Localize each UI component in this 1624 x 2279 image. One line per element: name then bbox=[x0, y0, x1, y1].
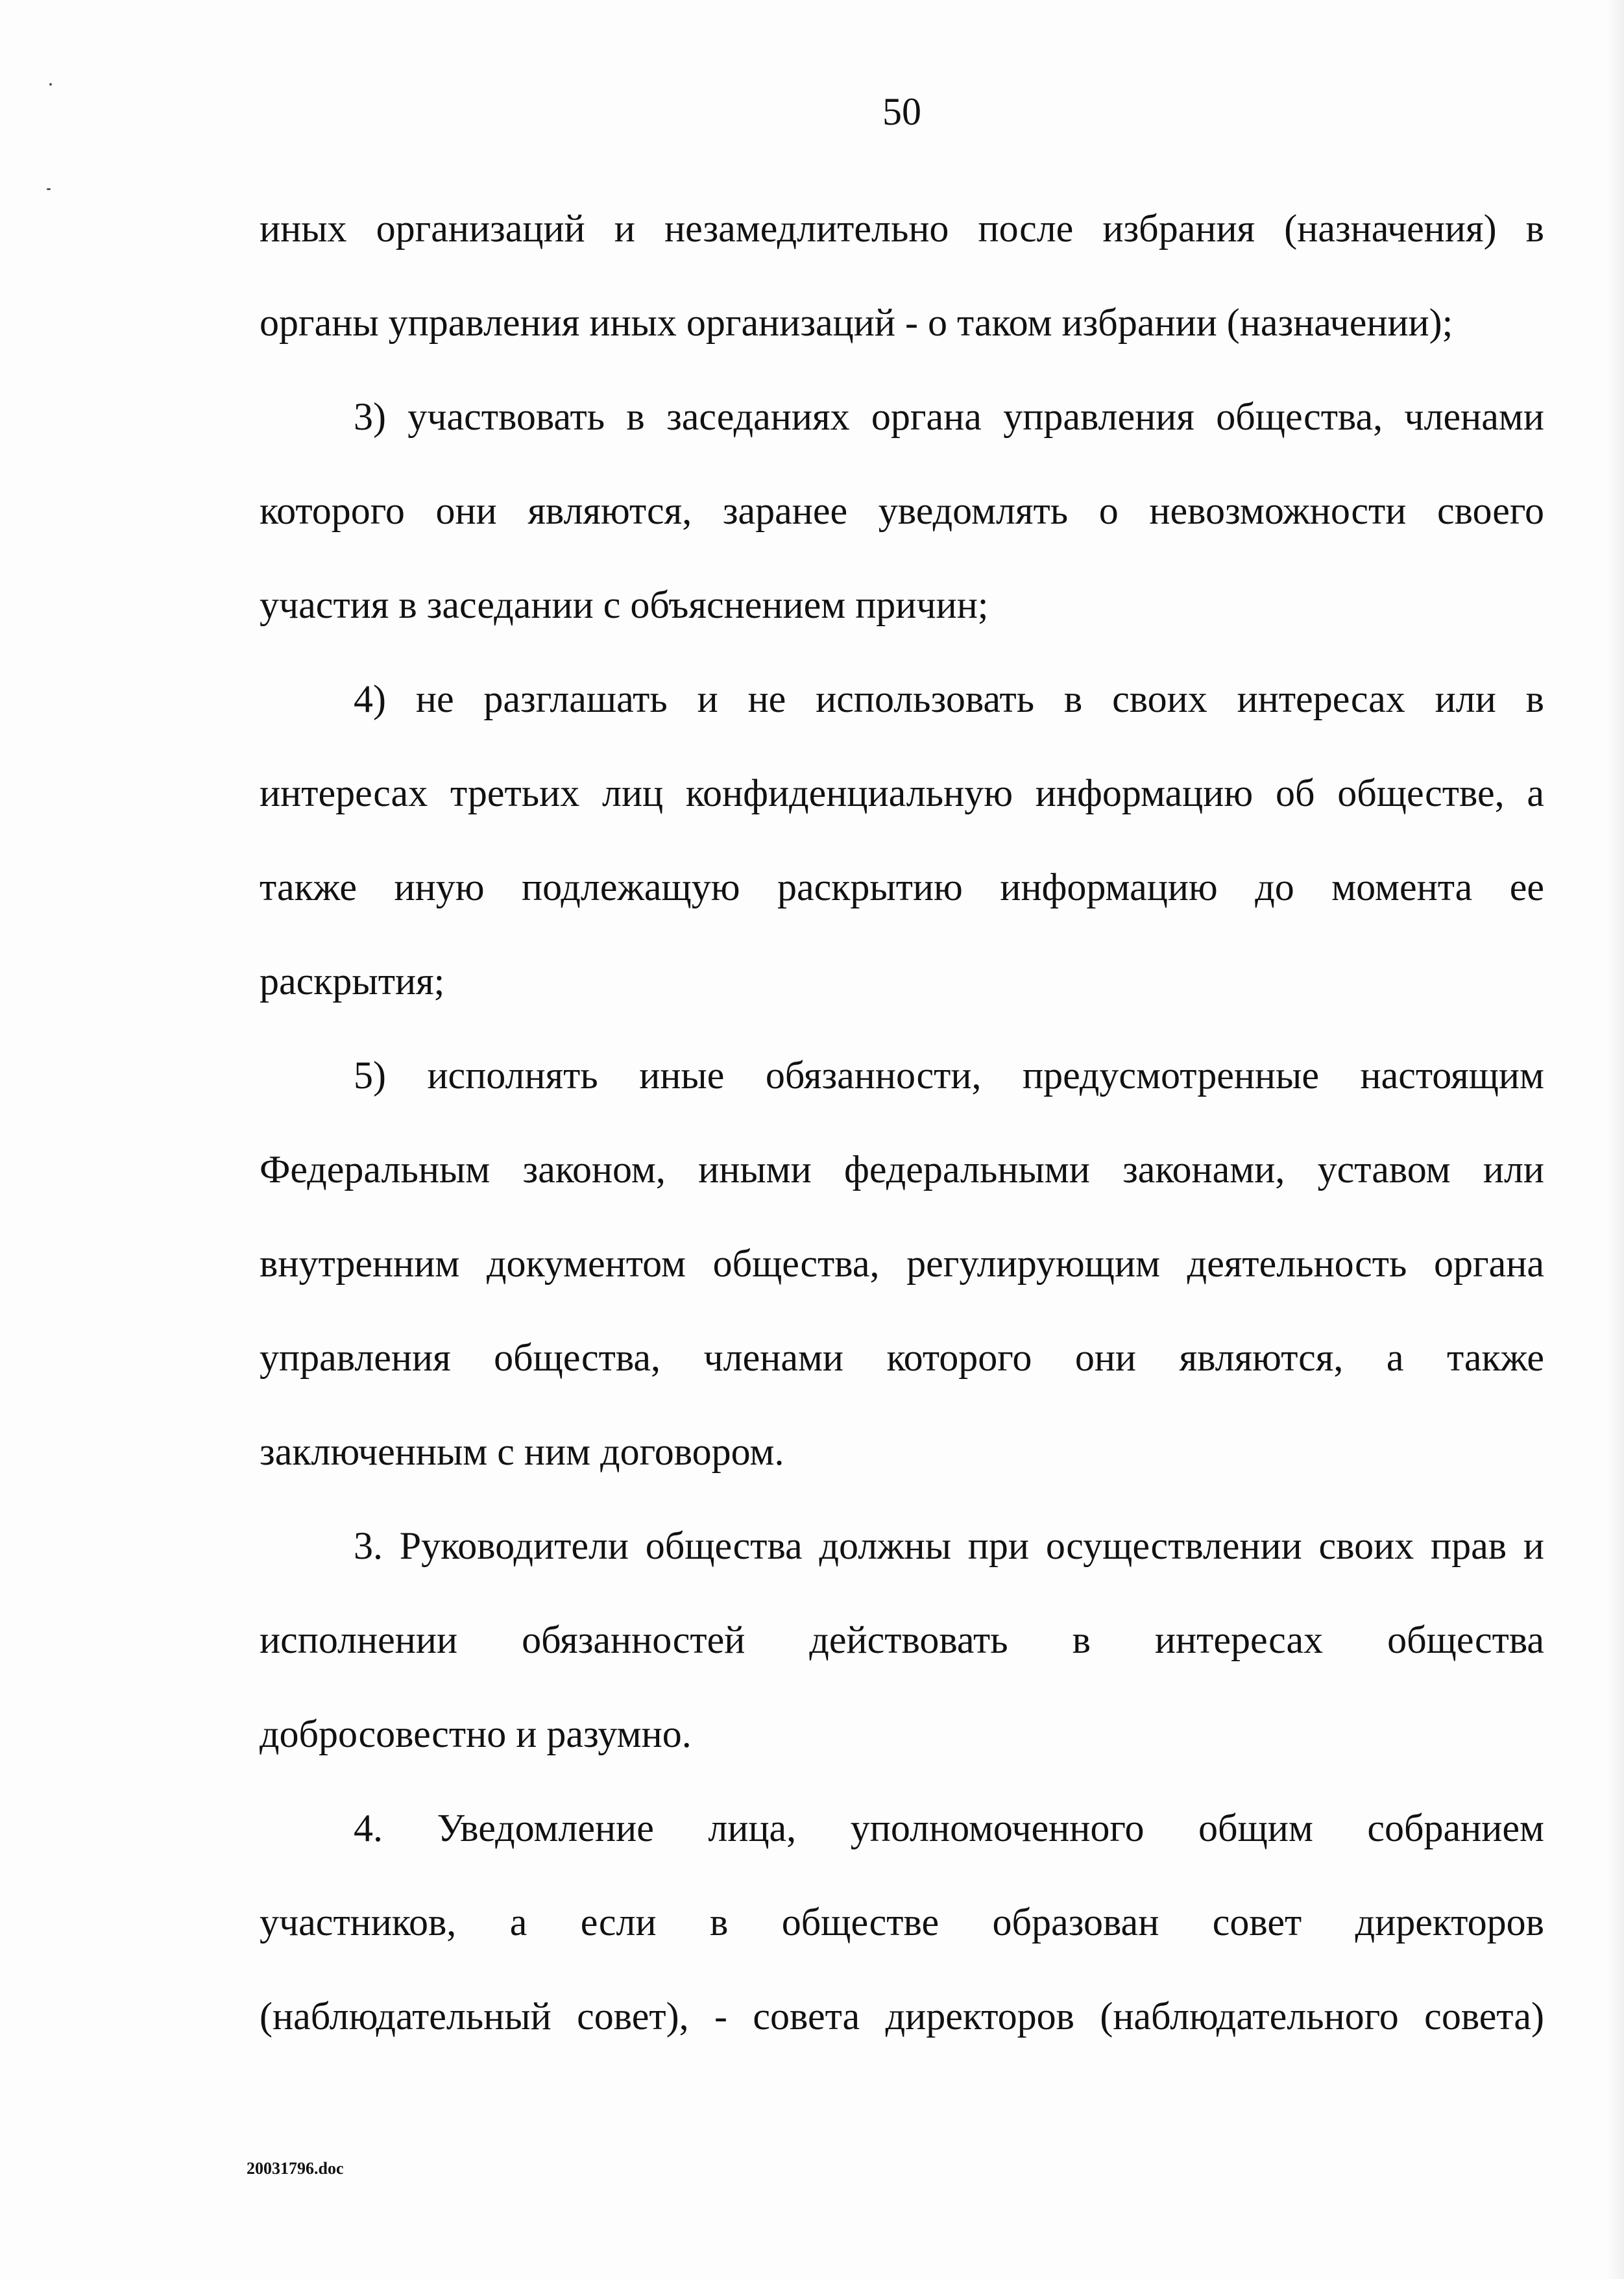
body-text bbox=[260, 182, 1544, 2064]
text-line: раскрытия; bbox=[260, 960, 445, 1003]
text-line: участия в заседании с объяснением причин; bbox=[260, 583, 989, 626]
text-line: 3) участвовать в заседаниях органа управления общества, членами bbox=[354, 395, 1544, 438]
text-line: 4. Уведомление лица, уполномоченного общим собранием bbox=[354, 1807, 1544, 1849]
text-line: 3. Руководители общества должны при осуществлении своих прав и bbox=[354, 1524, 1544, 1567]
text-line: добросовестно и разумно. bbox=[260, 1712, 692, 1755]
scan-edge-shadow bbox=[1607, 0, 1624, 2279]
text-line: исполнении обязанностей действовать в интересах общества bbox=[260, 1618, 1544, 1661]
scan-speck bbox=[47, 188, 51, 190]
text-line: (наблюдательный совет), - совета директоров (наблюдательного совета) bbox=[260, 1995, 1544, 2038]
text-line: участников, а если в обществе образован совет директоров bbox=[260, 1901, 1544, 1944]
text-line: Федеральным законом, иными федеральными законами, уставом или bbox=[260, 1148, 1544, 1191]
text-line: которого они являются, заранее уведомлять о невозможности своего bbox=[260, 489, 1544, 532]
text-line: интересах третьих лиц конфиденциальную информацию об обществе, а bbox=[260, 772, 1544, 814]
text-line: также иную подлежащую раскрытию информацию до момента ее bbox=[260, 866, 1544, 908]
text-line: 5) исполнять иные обязанности, предусмотренные настоящим bbox=[354, 1054, 1544, 1097]
text-line: управления общества, членами которого они являются, а также bbox=[260, 1336, 1544, 1379]
text-line: 4) не разглашать и не использовать в своих интересах или в bbox=[354, 677, 1544, 720]
text-line: заключенным с ним договором. bbox=[260, 1430, 784, 1473]
page-number: 50 bbox=[882, 90, 921, 133]
text-line: внутренним документом общества, регулирующим деятельность органа bbox=[260, 1242, 1544, 1285]
text-line: иных организаций и незамедлительно после избрания (назначения) в bbox=[260, 207, 1544, 250]
text-line: органы управления иных организаций - о таком избрании (назначении); bbox=[260, 301, 1453, 344]
document-filename: 20031796.doc bbox=[247, 2159, 344, 2178]
scan-speck bbox=[49, 83, 52, 86]
